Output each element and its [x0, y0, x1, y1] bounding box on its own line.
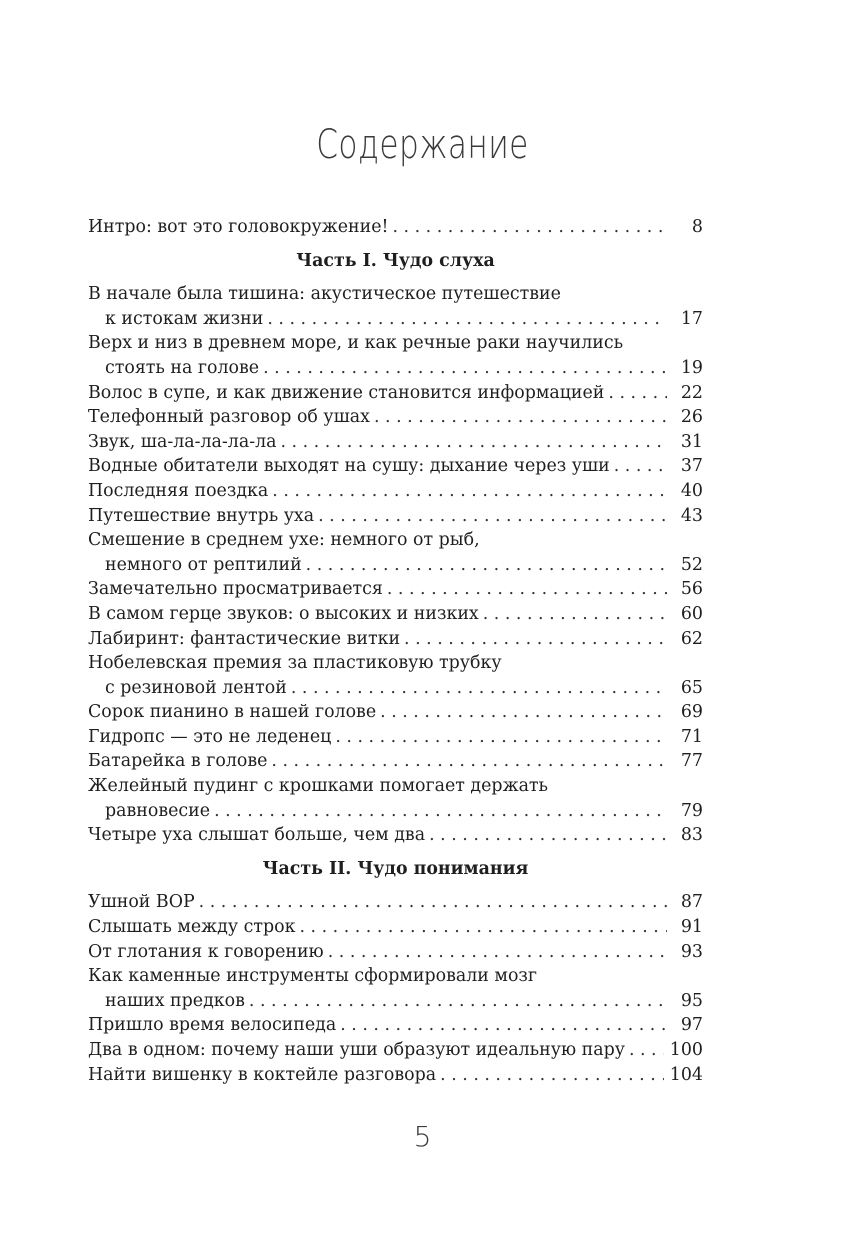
toc-page-number: 43 [680, 505, 703, 526]
toc-entry[interactable] [88, 381, 703, 406]
toc-entry[interactable] [88, 577, 703, 602]
toc-entry[interactable] [88, 890, 703, 915]
toc-entry-title: Смешение в среднем ухе: немного от рыб, [88, 530, 480, 551]
toc-entry[interactable] [88, 1063, 703, 1088]
toc-entry-title: В самом герце звуков: о высоких и низких [88, 603, 479, 624]
toc-entry[interactable] [88, 504, 703, 529]
toc-entry-title: Четыре уха слышат больше, чем два [88, 825, 426, 846]
toc-entry[interactable] [88, 940, 703, 965]
toc-entry[interactable] [88, 528, 703, 577]
dot-leader [272, 479, 667, 504]
toc-page-number: 91 [680, 917, 703, 938]
dot-leader [608, 381, 667, 406]
toc-entry[interactable] [88, 725, 703, 750]
toc-entry-title: Телефонный разговор об ушах [88, 407, 370, 428]
dot-leader [440, 1063, 664, 1088]
toc-page-number: 37 [680, 456, 703, 477]
dot-leader [263, 356, 667, 381]
dot-leader [429, 823, 667, 848]
toc-entry-title: Батарейка в голове [88, 751, 268, 772]
dot-leader [614, 454, 667, 479]
toc-entry[interactable] [88, 700, 703, 725]
toc-entry-title: Водные обитатели выходят на сушу: дыхание через уши [88, 456, 610, 477]
toc-entry[interactable] [88, 454, 703, 479]
toc-entry-title: Найти вишенку в коктейле разговора [88, 1064, 437, 1085]
toc-entry-title: Слышать между строк [88, 917, 296, 938]
toc-entry-title: Ушной ВОР [88, 892, 195, 913]
toc-entry-title: От глотания к говорению [88, 941, 324, 962]
dot-leader [249, 989, 667, 1014]
toc-entry-title: Лабиринт: фантастические витки [88, 628, 401, 649]
toc-entry-title: Звук, ша-ла-ла-ла-ла [88, 431, 277, 452]
toc-entry-title: Как каменные инструменты сформировали мозг [88, 966, 538, 987]
toc-page-number: 104 [669, 1064, 703, 1085]
toc-entry-title: Путешествие внутрь уха [88, 505, 315, 526]
toc-entry-title: В начале была тишина: акустическое путешествие [88, 284, 561, 305]
toc-entry[interactable] [88, 651, 703, 700]
toc-page-number: 52 [680, 554, 703, 575]
toc-page-number: 19 [680, 357, 703, 378]
dot-leader [380, 700, 667, 725]
toc-entry[interactable] [88, 1013, 703, 1038]
toc-page-number: 77 [680, 751, 703, 772]
toc-page-number: 26 [680, 407, 703, 428]
toc-page-number: 100 [669, 1040, 703, 1060]
toc-page-number: 95 [680, 990, 703, 1011]
dot-leader [267, 307, 667, 332]
dot-leader [374, 405, 667, 430]
toc-entry-title-continuation: к истокам жизни [105, 308, 264, 329]
toc-entry[interactable] [88, 282, 703, 331]
toc-entry-title: Нобелевская премия за пластиковую трубку [88, 653, 502, 674]
toc-page-number: 62 [680, 628, 703, 649]
toc-entry[interactable] [88, 479, 703, 504]
toc-entry-title: Последняя поездка [88, 480, 269, 501]
toc-entry[interactable] [88, 602, 703, 627]
toc-page-number: 79 [680, 800, 703, 821]
toc-entry[interactable] [88, 774, 703, 823]
toc-entry-title-continuation: наших предков [105, 990, 245, 1011]
dot-leader [387, 577, 667, 602]
dot-leader [392, 215, 667, 240]
page-number: 5 [413, 1120, 432, 1153]
toc-entry-title: Два в одном: почему наши уши образуют идеальную пару [88, 1040, 625, 1060]
toc-entry-title: Замечательно просматривается [88, 579, 383, 600]
dot-leader [404, 627, 667, 652]
toc-entry-title: Интро: вот это головокружение! [88, 217, 389, 237]
table-of-contents [88, 215, 703, 1087]
part-heading: Часть I. Чудо слуха [296, 250, 495, 271]
toc-page-number: 8 [691, 217, 703, 237]
toc-page-number: 83 [680, 825, 703, 846]
part-heading: Часть II. Чудо понимания [262, 858, 529, 879]
dot-leader [281, 430, 668, 455]
toc-entry[interactable] [88, 430, 703, 455]
toc-page-number: 40 [680, 480, 703, 501]
part1-entry-list [88, 282, 703, 848]
toc-entry-intro[interactable] [88, 215, 703, 240]
toc-page-number: 22 [680, 382, 703, 403]
dot-leader [306, 553, 667, 578]
toc-entry-title: Верх и низ в древнем море, и как речные раки научились [88, 333, 624, 354]
toc-entry-title: Сорок пианино в нашей голове [88, 702, 377, 723]
dot-leader [199, 890, 667, 915]
dot-leader [328, 940, 667, 965]
toc-entry[interactable] [88, 331, 703, 380]
toc-page-number: 93 [680, 941, 703, 962]
toc-page-number: 56 [680, 579, 703, 600]
dot-leader [299, 915, 667, 940]
dot-leader [340, 1013, 667, 1038]
toc-page-number: 31 [680, 431, 703, 452]
toc-page-number: 71 [680, 726, 703, 747]
toc-entry-title-continuation: с резиновой лентой [105, 677, 287, 698]
toc-entry[interactable] [88, 915, 703, 940]
toc-entry-title: Пришло время велосипеда [88, 1015, 337, 1036]
toc-page-number: 65 [680, 677, 703, 698]
toc-page-number: 97 [680, 1015, 703, 1036]
toc-entry-title: Волос в супе, и как движение становится информацией [88, 382, 605, 403]
toc-entry-title: Желейный пудинг с крошками помогает держать [88, 776, 549, 797]
toc-entry-title-continuation: немного от рептилий [105, 554, 302, 575]
toc-entry[interactable] [88, 627, 703, 652]
toc-entry[interactable] [88, 1038, 703, 1063]
toc-entry-title-continuation: стоять на голове [105, 357, 260, 378]
toc-entry[interactable] [88, 405, 703, 430]
toc-page-number: 60 [680, 603, 703, 624]
dot-leader [629, 1038, 664, 1063]
dot-leader [291, 676, 667, 701]
toc-entry[interactable] [88, 749, 703, 774]
page-title: Содержание [316, 122, 529, 168]
dot-leader [318, 504, 667, 529]
toc-page-number: 17 [680, 308, 703, 329]
dot-leader [483, 602, 667, 627]
toc-entry-title-continuation: равновесие [105, 800, 211, 821]
toc-entry[interactable] [88, 823, 703, 848]
toc-entry[interactable] [88, 964, 703, 1013]
toc-page-number: 87 [680, 892, 703, 913]
part2-entry-list [88, 890, 703, 1087]
dot-leader [271, 749, 667, 774]
dot-leader [214, 799, 667, 824]
dot-leader [335, 725, 667, 750]
toc-entry-title: Гидропс — это не леденец [88, 726, 332, 747]
toc-page-number: 69 [680, 702, 703, 723]
